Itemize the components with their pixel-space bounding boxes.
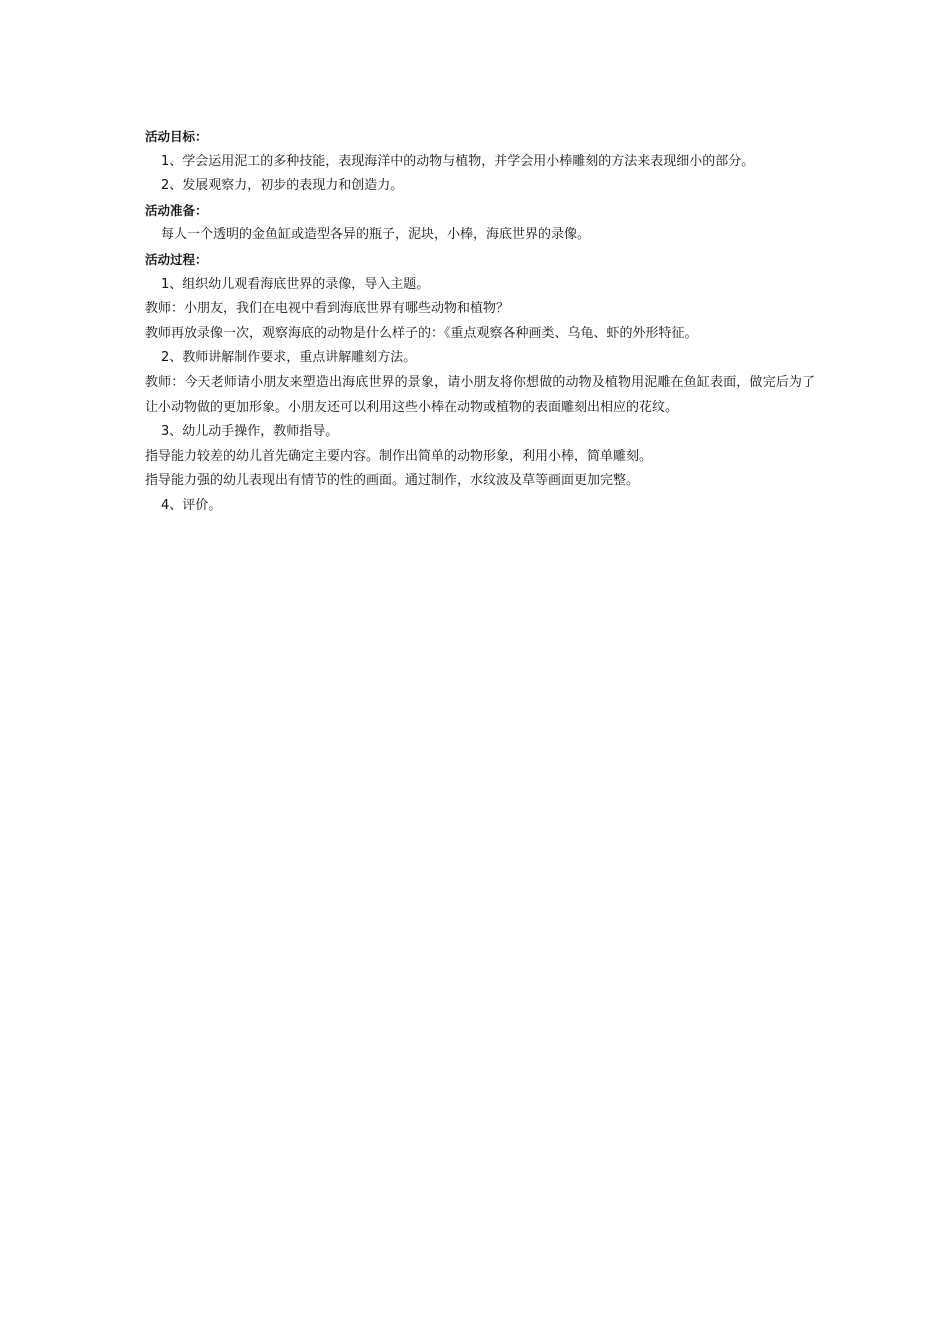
preparation-text: 每人一个透明的金鱼缸或造型各异的瓶子，泥块，小棒，海底世界的录像。: [161, 227, 591, 243]
process-step-3: [145, 420, 815, 445]
process-step-4-number: 4: [161, 497, 170, 513]
goal-item-2: [145, 174, 815, 199]
document-body: [145, 125, 815, 519]
step-1-observation-note: 教师再放录像一次，观察海底的动物是什么样子的：《重点观察各种画类、乌龟、虾的外形特征。: [145, 325, 698, 341]
process-step-2-number: 2: [161, 350, 170, 366]
process-step-2: [145, 346, 815, 371]
process-step-1: [145, 273, 815, 298]
goal-item-1: [145, 150, 815, 175]
goals-heading: 活动目标：: [145, 129, 208, 144]
process-step-4-text: 、评价。: [169, 497, 222, 513]
preparation-heading: 活动准备：: [145, 202, 208, 218]
goal-item-2-number: 2: [161, 178, 170, 194]
process-heading: 活动过程：: [145, 251, 208, 267]
goal-item-2-text: 、发展观察力，初步的表现力和创造力。: [169, 178, 404, 194]
process-step-2-text: 、教师讲解制作要求，重点讲解雕刻方法。: [169, 350, 417, 366]
step-3-guidance-weak: 指导能力较差的幼儿首先确定主要内容。制作出简单的动物形象，利用小棒，简单雕刻。: [145, 448, 653, 464]
process-step-3-text: 、幼儿动手操作，教师指导。: [169, 424, 339, 440]
process-step-1-text: 、组织幼儿观看海底世界的录像，导入主题。: [169, 276, 430, 292]
step-1-teacher-question: 教师：小朋友，我们在电视中看到海底世界有哪些动物和植物？: [145, 301, 510, 317]
process-step-1-number: 1: [161, 276, 170, 292]
process-step-4: [145, 494, 815, 519]
goal-item-1-text: 、学会运用泥工的多种技能，表现海洋中的动物与植物，并学会用小棒雕刻的方法来表现细小的部分。: [169, 153, 755, 169]
step-3-guidance-strong: 指导能力强的幼儿表现出有情节的性的画面。通过制作，水纹波及草等画面更加完整。: [145, 473, 640, 489]
process-step-3-number: 3: [161, 424, 170, 440]
step-2-teacher-paragraph: 教师：今天老师请小朋友来塑造出海底世界的景象，请小朋友将你想做的动物及植物用泥雕在鱼缸表面，做完后为了让小动物做的更加形象。小朋友还可以利用这些小棒在动物或植物的表面雕刻出相应的花纹。: [145, 374, 815, 415]
goal-item-1-number: 1: [161, 153, 170, 169]
